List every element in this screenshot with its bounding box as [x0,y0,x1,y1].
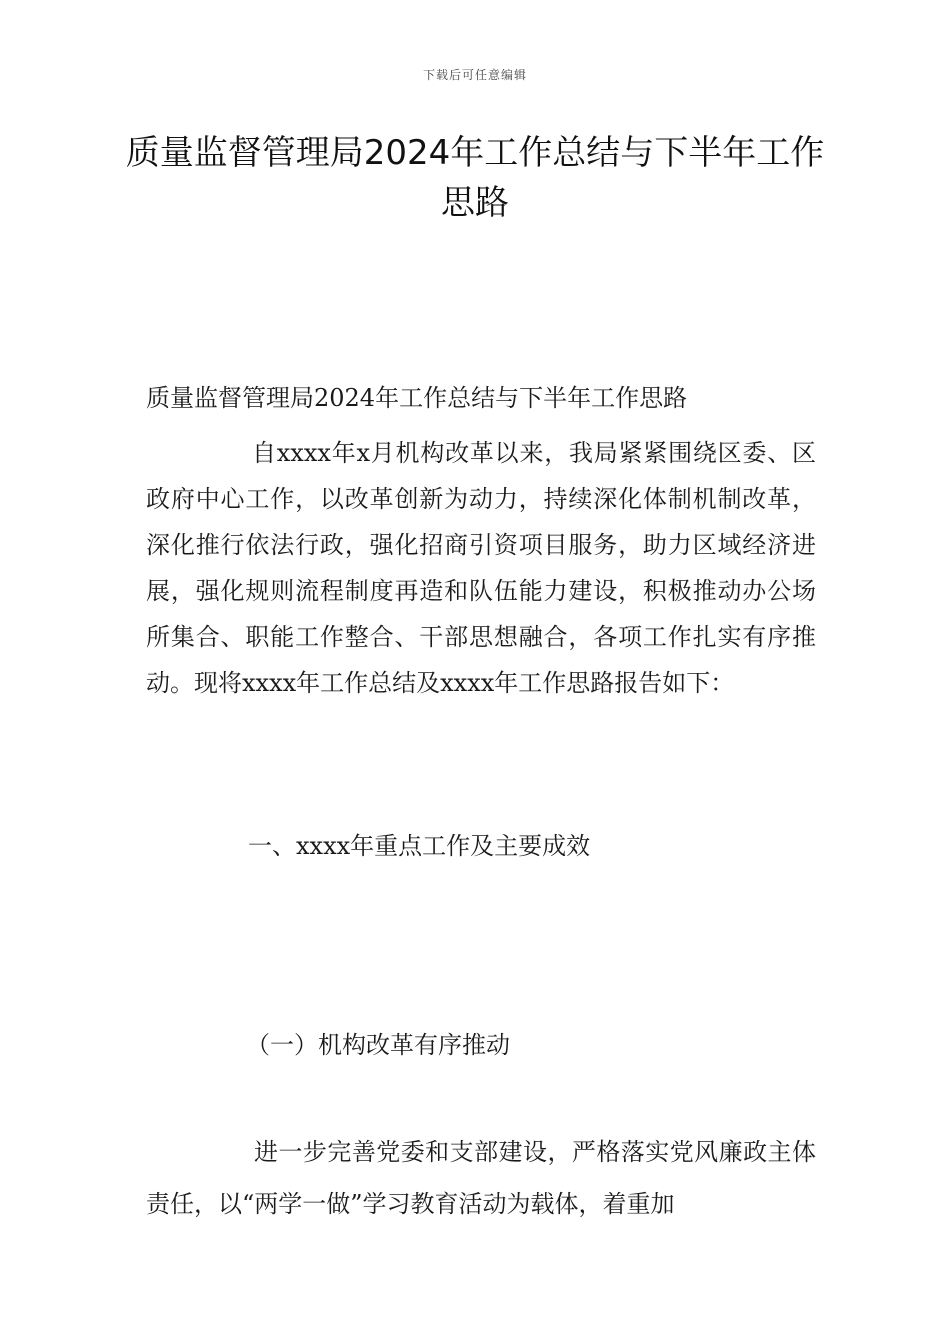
section-heading: 一、xxxx年重点工作及主要成效 [248,832,591,860]
page-header-note: 下载后可任意编辑 [422,68,527,82]
intro-paragraph: 自xxxx年x月机构改革以来，我局紧紧围绕区委、区政府中心工作，以改革创新为动力，持续深化体制机制改革，深化推行依法行政，强化招商引资项目服务，助力区域经济进展，强化规则流程制度再造和队伍能力建设，积极推动办公场所集合、职能工作整合、干部思想融合，各项工作扎实有序推动。现将xxxx年工作总结及xxxx年工作思路报告如下： [146,439,816,697]
document-title: 质量监督管理局2024年工作总结与下半年工作思路 [125,133,825,223]
body-paragraph: 进一步完善党委和支部建设，严格落实党风廉政主体责任，以“两学一做”学习教育活动为载体，着重加 [146,1138,816,1218]
document-subtitle: 质量监督管理局2024年工作总结与下半年工作思路 [146,384,688,412]
subsection-heading: （一）机构改革有序推动 [246,1031,510,1059]
